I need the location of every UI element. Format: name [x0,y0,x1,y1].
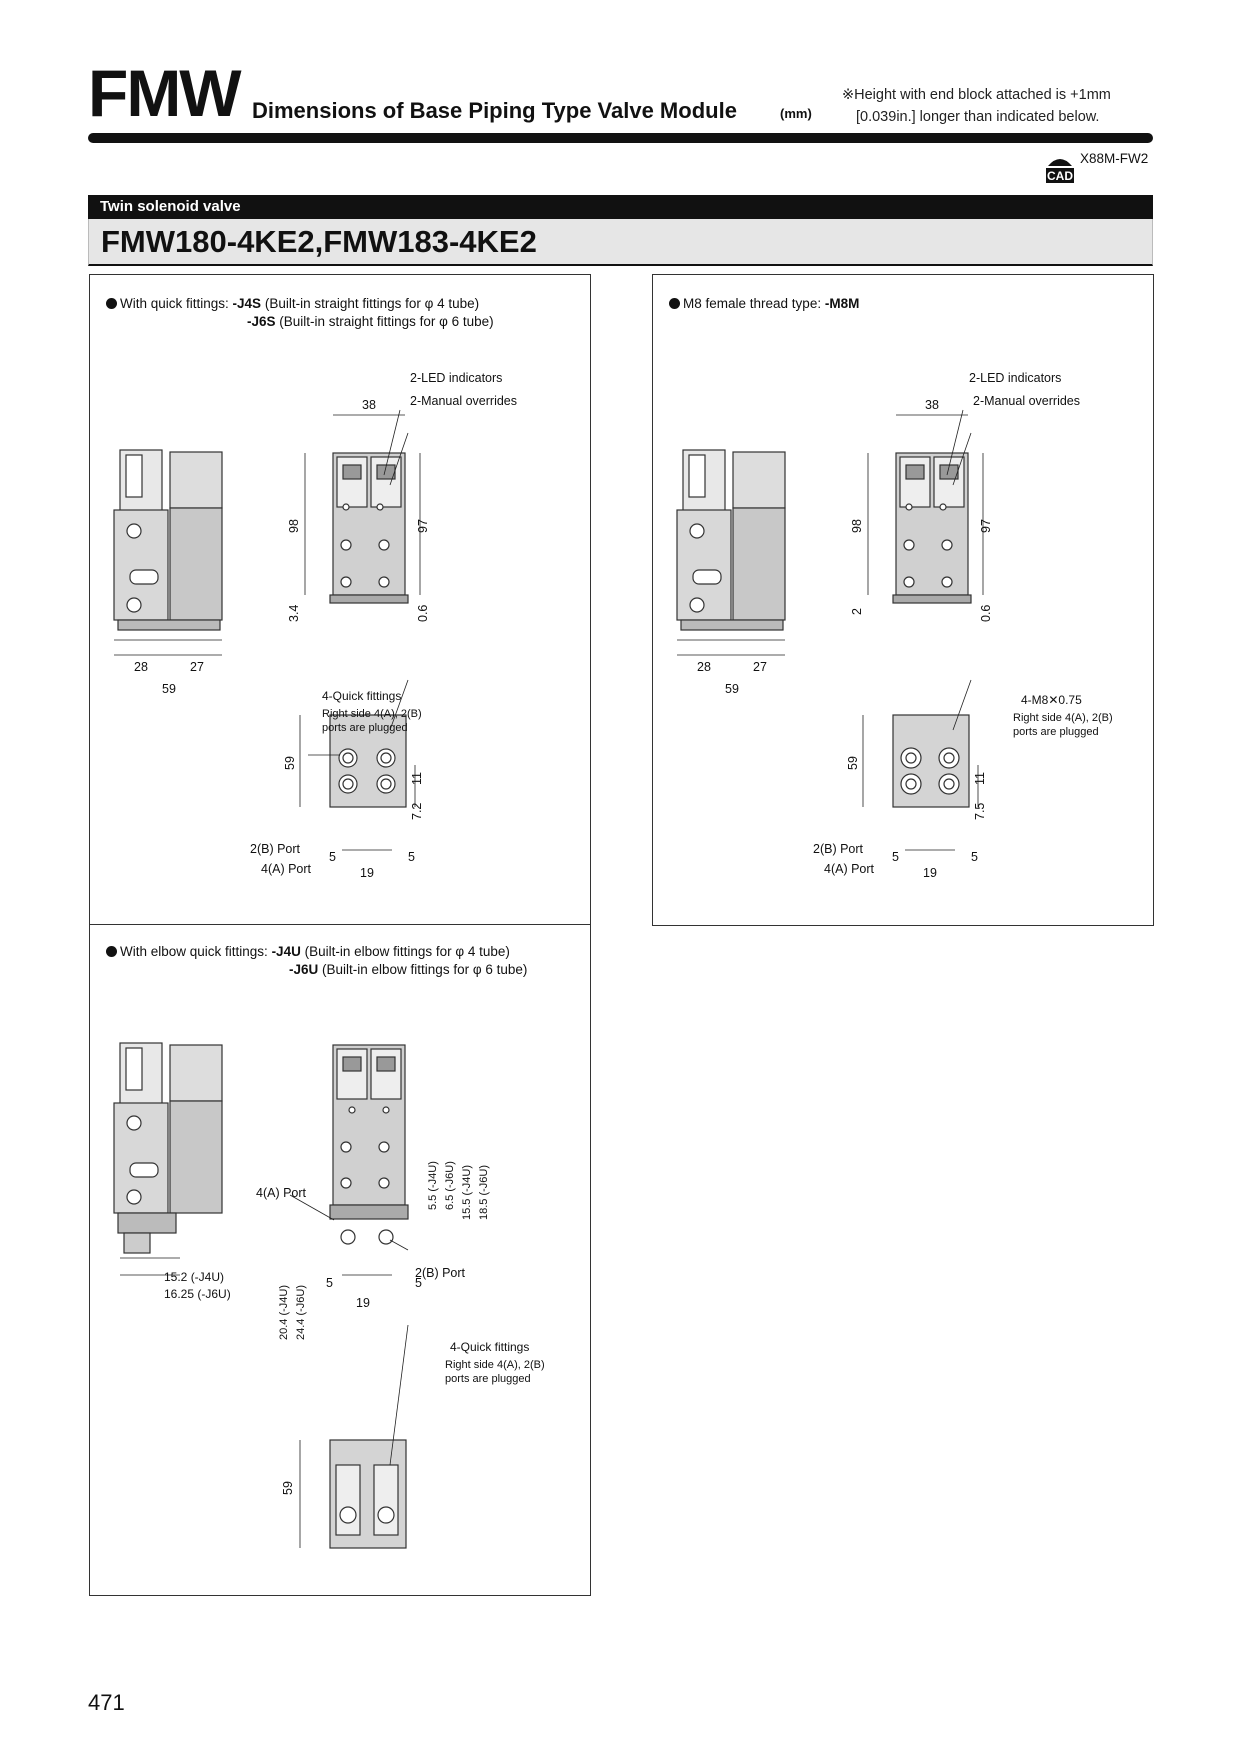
dim-19: 19 [923,866,937,880]
dim-97: 97 [416,519,430,533]
dim-5-right: 5 [408,850,415,864]
dim-6-5: 6.5 (-J6U) [444,1161,456,1210]
dim-5-left: 5 [326,1276,333,1290]
label-plugged-2: ports are plugged [1013,726,1099,738]
dim-5-right: 5 [971,850,978,864]
height-note-line1: ※Height with end block attached is +1mm [842,87,1111,103]
unit-label: (mm) [780,106,812,121]
dim-98: 98 [287,519,301,533]
side-view [114,450,222,630]
front-view [893,453,971,603]
cad-icon[interactable] [1044,152,1076,184]
dim-20-4: 20.4 (-J4U) [278,1284,290,1340]
label-port-a: 4(A) Port [261,862,312,876]
dim-19: 19 [360,866,374,880]
quick-fittings-drawing [90,275,590,925]
caption-elbow: With elbow quick fittings: -J4U (Built-in elbow fittings for φ 4 tube) [106,943,510,961]
caption-quick: With quick fittings: -J4S (Built-in straight fittings for φ 4 tube) [106,295,479,313]
elbow-fittings-drawing [90,925,590,1595]
dim-27: 27 [190,660,204,674]
label-thread: 4-M8✕0.75 [1021,693,1082,707]
dim-5-5: 5.5 (-J4U) [427,1161,439,1210]
dim-28: 28 [134,660,148,674]
label-plugged-1: Right side 4(A), 2(B) [445,1359,545,1371]
height-note [842,84,1111,128]
caption-m8: M8 female thread type: -M8M [669,295,859,313]
caption-quick-2: -J6S (Built-in straight fittings for φ 6 tube) [247,314,494,329]
side-view [677,450,785,630]
dim-18-5: 18.5 (-J6U) [478,1164,490,1220]
bottom-view [893,715,969,807]
cad-code: X88M-FW2 [1080,151,1149,166]
dim-11: 11 [973,772,987,785]
label-plugged-2: ports are plugged [322,722,408,734]
dim-28: 28 [697,660,711,674]
page-number: 471 [88,1690,125,1715]
dim-97: 97 [979,519,993,533]
dim-19: 19 [356,1296,370,1310]
dim-7-2: 7.2 [410,802,424,820]
cad-badge-text: CAD [1047,169,1073,183]
series-name: FMW [88,56,240,130]
label-fittings: 4-Quick fittings [450,1340,530,1354]
section-label: Twin solenoid valve [100,198,241,215]
caption-elbow-2: -J6U (Built-in elbow fittings for φ 6 tube) [289,962,528,977]
dim-38: 38 [925,398,939,412]
label-manual: 2-Manual overrides [973,394,1080,408]
label-port-b: 2(B) Port [415,1266,466,1280]
dim-98: 98 [850,519,864,533]
dim-5-right: 5 [415,1276,422,1290]
m8-thread-drawing [653,275,1153,925]
dim-16-25: 16.25 (-J6U) [164,1287,231,1301]
front-view [330,453,408,603]
dim-59-height: 59 [281,1481,295,1495]
height-note-line2: [0.039in.] longer than indicated below. [856,109,1100,125]
model-heading [88,219,1153,266]
dim-5-left: 5 [892,850,899,864]
bottom-view [330,1440,406,1548]
dim-59-width: 59 [725,682,739,696]
dim-59-width: 59 [162,682,176,696]
section-bar [88,195,1153,219]
dim-0-6: 0.6 [416,604,430,622]
dim-0-6: 0.6 [979,604,993,622]
label-port-b: 2(B) Port [250,842,301,856]
label-plugged-2: ports are plugged [445,1373,531,1385]
label-led: 2-LED indicators [410,371,503,385]
label-port-a: 4(A) Port [824,862,875,876]
front-view [330,1045,408,1244]
dim-7-5: 7.5 [973,802,987,820]
label-led: 2-LED indicators [969,371,1062,385]
label-manual: 2-Manual overrides [410,394,517,408]
panel-quick-fittings [89,274,591,926]
dim-3-4: 3.4 [287,604,301,622]
label-plugged-1: Right side 4(A), 2(B) [1013,712,1113,724]
label-port-b: 2(B) Port [813,842,864,856]
dim-27: 27 [753,660,767,674]
label-port-a: 4(A) Port [256,1186,307,1200]
side-view [114,1043,222,1253]
label-plugged-1: Right side 4(A), 2(B) [322,708,422,720]
panel-m8-thread [652,274,1154,926]
panel-elbow-fittings [89,924,591,1596]
dim-15-2: 15.2 (-J4U) [164,1270,225,1284]
model-number: FMW180-4KE2,FMW183-4KE2 [101,224,537,259]
dim-5-left: 5 [329,850,336,864]
dim-11: 11 [410,772,424,785]
dim-59-height: 59 [846,756,860,770]
dim-15-5: 15.5 (-J4U) [461,1164,473,1220]
dim-24-4: 24.4 (-J6U) [295,1284,307,1340]
dim-38: 38 [362,398,376,412]
dim-59-height: 59 [283,756,297,770]
header-rule [88,133,1153,143]
page-title: Dimensions of Base Piping Type Valve Module [252,98,737,123]
label-fittings: 4-Quick fittings [322,689,402,703]
dim-2: 2 [850,608,864,615]
